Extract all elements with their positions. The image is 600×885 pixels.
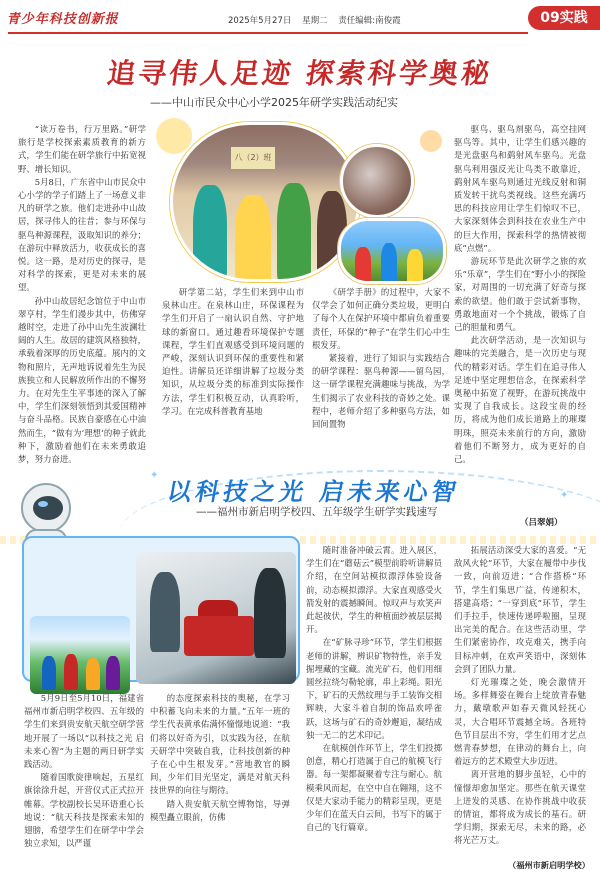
paragraph: 的态度探索科技的奥秘，在学习中积蓄飞向未来的力量。”五年一班的学生代表黄承佑满怀憧憬地说道：“我们将以好奇为引，以实践为径，在航天研学中突破自我，让科技创新的种子在心中生根发芽。”营地教官的瞬间，少年们目光坚定，满是对航天科技世界的向往与期待。 — [150, 693, 290, 796]
article1-title: 追寻伟人足迹 探索科学奥秘 — [105, 57, 495, 90]
decorative-circle — [420, 130, 442, 152]
paragraph: 研学第二站，学生们来到中山市泉林山庄。在泉林山庄，环保课程为学生们开启了一扇认识自然、守护地球的新窗口。通过趣看环境保护专题课程，学生们直观感受到环境问题的严峻，深刻认识到环保的重要性和紧迫性。讲解员还详细讲解了垃圾分类知识，从垃圾分类的标准到实际操作方法，学生们积极互动，认真聆听，学习。在完成科普教育基地 — [162, 287, 304, 416]
photo-group-outdoors — [30, 616, 130, 694]
paragraph: 《研学手册》的过程中，大家不仅学会了如何正确分类垃圾，更明白了每个人在保护环境中都肩负着重要责任，环保的“种子”在学生们心中生根发芽。 — [312, 287, 450, 350]
header-divider — [8, 32, 528, 34]
paragraph: 5月9日至5月10日，福建省福州市新启明学校四、五年级的学生们来到贵安航天航空研学营地开展了一场以“以科技之光 启未来心智”为主题的两日研学实践活动。 — [24, 693, 144, 770]
paragraph: 此次研学活动，是一次知识与趣味的完美融合，是一次历史与现代的精彩对话。学生们在追寻伟人足迹中坚定理想信念，在探索科学奥秘中拓宽了视野，在游玩挑战中实现了自我成长。这段宝贵的经历，将成为他们成长道路上的璀璨明珠，照亮未来前行的方向，激励着他们不断努力，成为更好的自己。 — [454, 335, 586, 465]
paragraph: 踏入贵安航天航空博物馆，导弹模型矗立眼前，仿佛 — [150, 798, 290, 822]
paragraph: 拓展活动深受大家的喜爱。“无敌风火轮”环节，大家在履带中步伐一致，向前迈进；“合作搭桥”环节，学生们集思广益，传递积木，搭建高塔；“一穿到底”环节，学生们手拉手，快速传递呼啦圈，呈现出完美的配合。在这些活动里，学生们紧密协作，攻克难关，携手向目标冲刺，在欢声笑语中，深刻体会到了团队力量。 — [454, 545, 586, 674]
star-icon: ✦ — [150, 470, 159, 481]
photo-figure — [381, 243, 397, 283]
page-section-badge: 09实践 — [528, 6, 600, 30]
masthead-logo: 青少年科技创新报 — [5, 12, 122, 27]
article2-column-1 — [24, 692, 144, 872]
article1-column-4 — [454, 123, 586, 523]
photo-figure — [150, 572, 180, 652]
photo-figure — [254, 568, 286, 658]
photo-sign: 八（2）班 — [231, 147, 275, 169]
paragraph: 驱鸟、驱鸟剂驱鸟，高空挂网驱鸟等。其中，让学生们感兴趣的是光盘驱鸟和鹞射风车驱鸟。光盘驱鸟利用强反光让鸟类不敢靠近，鹞射风车驱鸟则通过光线反射和铜质发转干扰鸟类视线。这些充满巧思的科技应用让学生们惊叹不已，大家深刻体会到科技在农业生产中的巨大作用，探索科学的热情被彻底“点燃”。 — [454, 124, 586, 253]
article2-column-3 — [306, 544, 442, 874]
issue-date: 2025年5月27日 — [228, 16, 292, 26]
photo-figure — [86, 658, 100, 690]
article2-author: （福州市新启明学校） — [508, 860, 590, 870]
paragraph: 在“矿脉寻珍”环节，学生们根据老师的讲解，辨识矿物特性，亲手发掘埋藏的宝藏。流光矿石，他们用细圆丝拉绕匀勒轮廓，串上彩绳。阳光下，矿石的天然纹理与手工装饰交相辉映，大家斗着自制的饰品欢呼雀跃，这场与矿石的奇妙邂逅，凝结成独一无二的艺术印记。 — [306, 637, 442, 740]
photo-figure — [193, 185, 227, 281]
photo-figure — [277, 183, 311, 282]
photo-figure — [64, 654, 78, 690]
article2-column-2 — [150, 692, 290, 872]
paragraph: 游玩环节是此次研学之旅的欢乐“乐章”，学生们在“野小小的探险家，对周围的一切充满了好奇与探索的欲望。他们敢于尝试新事物，勇敢地面对一个个挑战，锻炼了自己的胆量和勇气。 — [454, 256, 586, 333]
paragraph: 5月8日，广东省中山市民众中心小学的学子们踏上了一场意义非凡的研学之旅。他们走进孙中山故居，探寻伟人的往昔；参与环保与驱鸟种源课程，汲取知识的养分；在游玩中释放活力，收获成长的喜悦。这一路，是对历史的探寻，是对科学的探索，更是对未来的展望。 — [18, 176, 146, 293]
paragraph: “读万卷书，行万里路。”研学旅行是学校探索素质教育的新方式，学生们能在研学旅行中拓宽视野、增长知识。 — [18, 124, 146, 174]
photo-figure — [106, 656, 120, 690]
decorative-circle — [156, 118, 192, 154]
issue-weekday: 星期二 — [302, 16, 328, 26]
paragraph: 孙中山故居纪念馆位于中山市翠亨村，学生们漫步其中，仿佛穿越时空，走进了孙中山先生波澜壮阔的人生。故居的建筑风格独特，承载着深厚的历史底蕴。展内的文物和照片，无声地诉说着先生为民族独立和人民解放所作出的不懈努力。在对先生生平事迹的深入了解中，学生们深刻领悟到其爱国精神与奋斗品格。民族自豪感在心中油然而生，“做有为‘理想’的种子就此种下，激励着他们在未来勇敢追梦，努力奋进。 — [18, 295, 146, 465]
photo-figure — [355, 247, 371, 283]
article2-column-4 — [454, 544, 586, 874]
star-icon: ✦ — [560, 490, 569, 501]
paragraph: 在航模创作环节上，学生们投掷创意，精心打造属于自己的航模飞行器。每一架都凝聚着专注与耐心。航模乘风而起，在空中自在翱翔，这不仅是大家动手能力的精彩呈现，更是少年们在蓝天白云间，书写下的属于自己的飞行篇章。 — [306, 743, 442, 833]
photo-students-exhibit — [170, 122, 360, 282]
article2-subtitle — [196, 504, 556, 519]
issue-editor: 责任编辑:南俊霞 — [338, 16, 401, 26]
paragraph: 随着国歌旋律响起，五星红旗徐徐升起，开营仪式正式拉开帷幕。学校副校长吴环语重心长地说：“航天科技是探索未知的翅膀，希望学生们在研学中学会独立求知，以严谨 — [24, 772, 144, 849]
paragraph: 随时准备冲破云霄。进入展区，学生们在“蘑菇云”模型前聆听讲解员介绍，在空间站模拟漂浮体验设备前，动态模拟漂浮。大家直观感受火箭发射的震撼瞬间。惊叹声与欢笑声此起彼伏，学生的种植面纱被层层揭开。 — [306, 545, 442, 635]
article2-subtitle-text: ——福州市新启明学校四、五年级学生研学实践速写 — [196, 506, 438, 518]
issue-info — [228, 14, 409, 26]
article1-author: （吕翠娟） — [520, 518, 563, 528]
photo-aerospace-experience — [136, 552, 296, 684]
article1-subtitle-text: ——中山市民众中心小学2025年研学实践活动纪实 — [150, 96, 398, 109]
paragraph: 灯光璀璨之处，晚会激情开场。多样舞姿在舞台上绽放青春魅力，戴墩歌声如春天微风轻抚心灵，大合唱环节震撼全场。各班特色节目层出不穷，学生们用才艺点燃青春梦想，在律动的舞台上，向着远方的艺术殿堂大步迈进。 — [454, 677, 586, 767]
page-header — [0, 0, 600, 38]
photo-class-listening — [340, 144, 414, 218]
paragraph: 离开营地的脚步虽轻，心中的憧憬却愈加坚定。那些在航天课堂上迸发的灵感、在协作挑战中收获的情谊，都将成为成长的基石。研学归期，探索无尽，未来的路，必将光芒万丈。 — [454, 769, 586, 846]
photo-figure — [407, 249, 423, 283]
photo-figure — [235, 195, 271, 282]
article1-subtitle — [150, 94, 550, 110]
paragraph: 紧接着，进行了知识与实践结合的研学课程：驱鸟种源——留鸟园，这一研学课程充满趣味与挑战，为学生们揭示了农业科技的奇妙之处。课程中，老师介绍了多种驱鸟方法，如回间置物 — [312, 353, 450, 430]
photo-figure — [42, 656, 56, 690]
article2-title: 以科技之光 启未来心智 — [165, 478, 463, 506]
photo-equipment — [184, 616, 254, 656]
photo-outdoor-activity — [338, 218, 446, 284]
